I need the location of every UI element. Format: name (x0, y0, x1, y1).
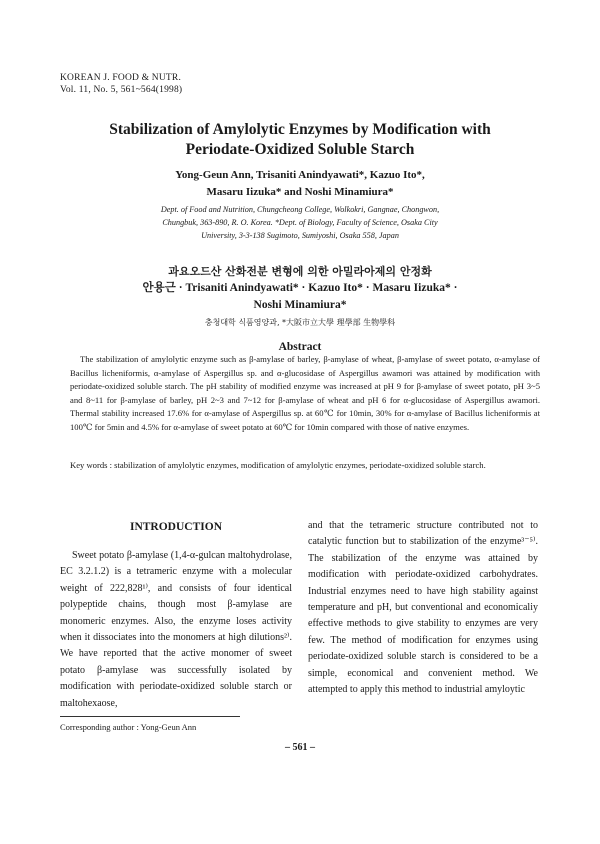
introduction-left-column: Sweet potato β-amylase (1,4-α-gulcan maltohydrolase, EC 3.2.1.2) is a tetrameric enzyme with a molecular weight of 222,828¹⁾, and consists of four identical polypeptide chains, though most β-amylase are monomeric enzymes. Also, the enzyme loses activity when it dissociates into the monomers at high dilutions²⁾. We have reported that the active monomer of sweet potato β-amylase was successfully isolated by modification with periodate-oxidized soluble starch or maltohexaose, (60, 550, 292, 709)
title-line-2: Periodate-Oxidized Soluble Starch (185, 141, 415, 158)
introduction-right-column: and that the tetrameric structure contributed not to catalytic function but to stabilization of the enzyme³⁻⁵⁾. The stabilization of the enzyme was attained by modification with periodate-oxidized carbohydrates. Industrial enzymes need to have high stability against temperature and pH, but conventional and economicaliy effective methods to give stability to enzymes are very few. The method of modification for enzymes using periodate-oxidized soluble starch is considered to be a simple, economical and convenient method. We attempted to apply this method to industrial amyloytic (308, 520, 538, 696)
korean-authors-line-2: Noshi Minamiura* (253, 299, 347, 311)
keywords-text: stabilization of amylolytic enzymes, modification of amylolytic enzymes, periodate-oxidized soluble starch. (114, 460, 486, 470)
footnote-divider (60, 716, 240, 717)
journal-name: KOREAN J. FOOD & NUTR. (60, 73, 182, 83)
affiliation-line-1: Dept. of Food and Nutrition, Chungcheong College, Wolkokri, Gangnae, Chongwon, (160, 205, 440, 214)
affiliation (40, 203, 560, 242)
title-line-1: Stabilization of Amylolytic Enzymes by Modification with (109, 121, 491, 138)
korean-affiliation: 충청대학 식품영양과, *大阪市立大學 理學部 生物學科 (204, 318, 396, 327)
keywords-label: Key words : (70, 460, 113, 470)
authors-line-2: Masaru Iizuka* and Noshi Minamiura* (206, 186, 394, 198)
abstract-text: The stabilization of amylolytic enzyme such as β-amylase of barley, β-amylase of wheat, β-amylase of sweet potato, α-amylase of Bacillus licheniformis, α-amylase of Aspergillus sp. and α-glucosidase of Aspergillus awamori was attained by modification with periodate-oxidized soluble starch. The pH stability of modified enzyme was increased at pH 9 for β-amylase of sweet potato, pH 3~5 and 8~11 for β-amylase of barley, pH 2~3 and 7~12 for β-amylase of wheat and pH 6 for α-glucosidase of Aspergillus awamori. Thermal stability increased 17.6% for α-amylase of Aspergillus sp. at 60℃ for 10min, 30% for α-amylase of Bacillus licheniformis at 100℃ for 5min and 4.5% for α-amylase of sweet potato at 60℃ for 10min compared with those of native enzymes. (70, 354, 540, 432)
corresponding-author-footnote: Corresponding author : Yong-Geun Ann (60, 722, 197, 732)
paper-title (40, 120, 560, 160)
author-list (40, 167, 560, 201)
affiliation-line-2: Chungbuk, 363-890, R. O. Korea. *Dept. of Biology, Faculty of Science, Osaka City (162, 218, 438, 227)
keywords (70, 459, 540, 473)
korean-authors-line-1: 안용근 · Trisaniti Anindyawati* · Kazuo Ito* · Masaru Iizuka* · (142, 282, 458, 294)
affiliation-line-3: University, 3-3-138 Sugimoto, Sumiyoshi, Osaka 558, Japan (201, 231, 399, 240)
abstract-heading: Abstract (278, 341, 322, 353)
journal-volume: Vol. 11, No. 5, 561~564(1998) (60, 85, 183, 95)
korean-title: 과요오드산 산화전분 변형에 의한 아밀라아제의 안정화 (168, 265, 432, 278)
korean-author-list (40, 280, 560, 314)
journal-header (60, 72, 182, 96)
introduction-heading: INTRODUCTION (129, 521, 222, 533)
authors-line-1: Yong-Geun Ann, Trisaniti Anindyawati*, Kazuo Ito*, (175, 169, 425, 181)
page-number: – 561 – (285, 742, 315, 753)
